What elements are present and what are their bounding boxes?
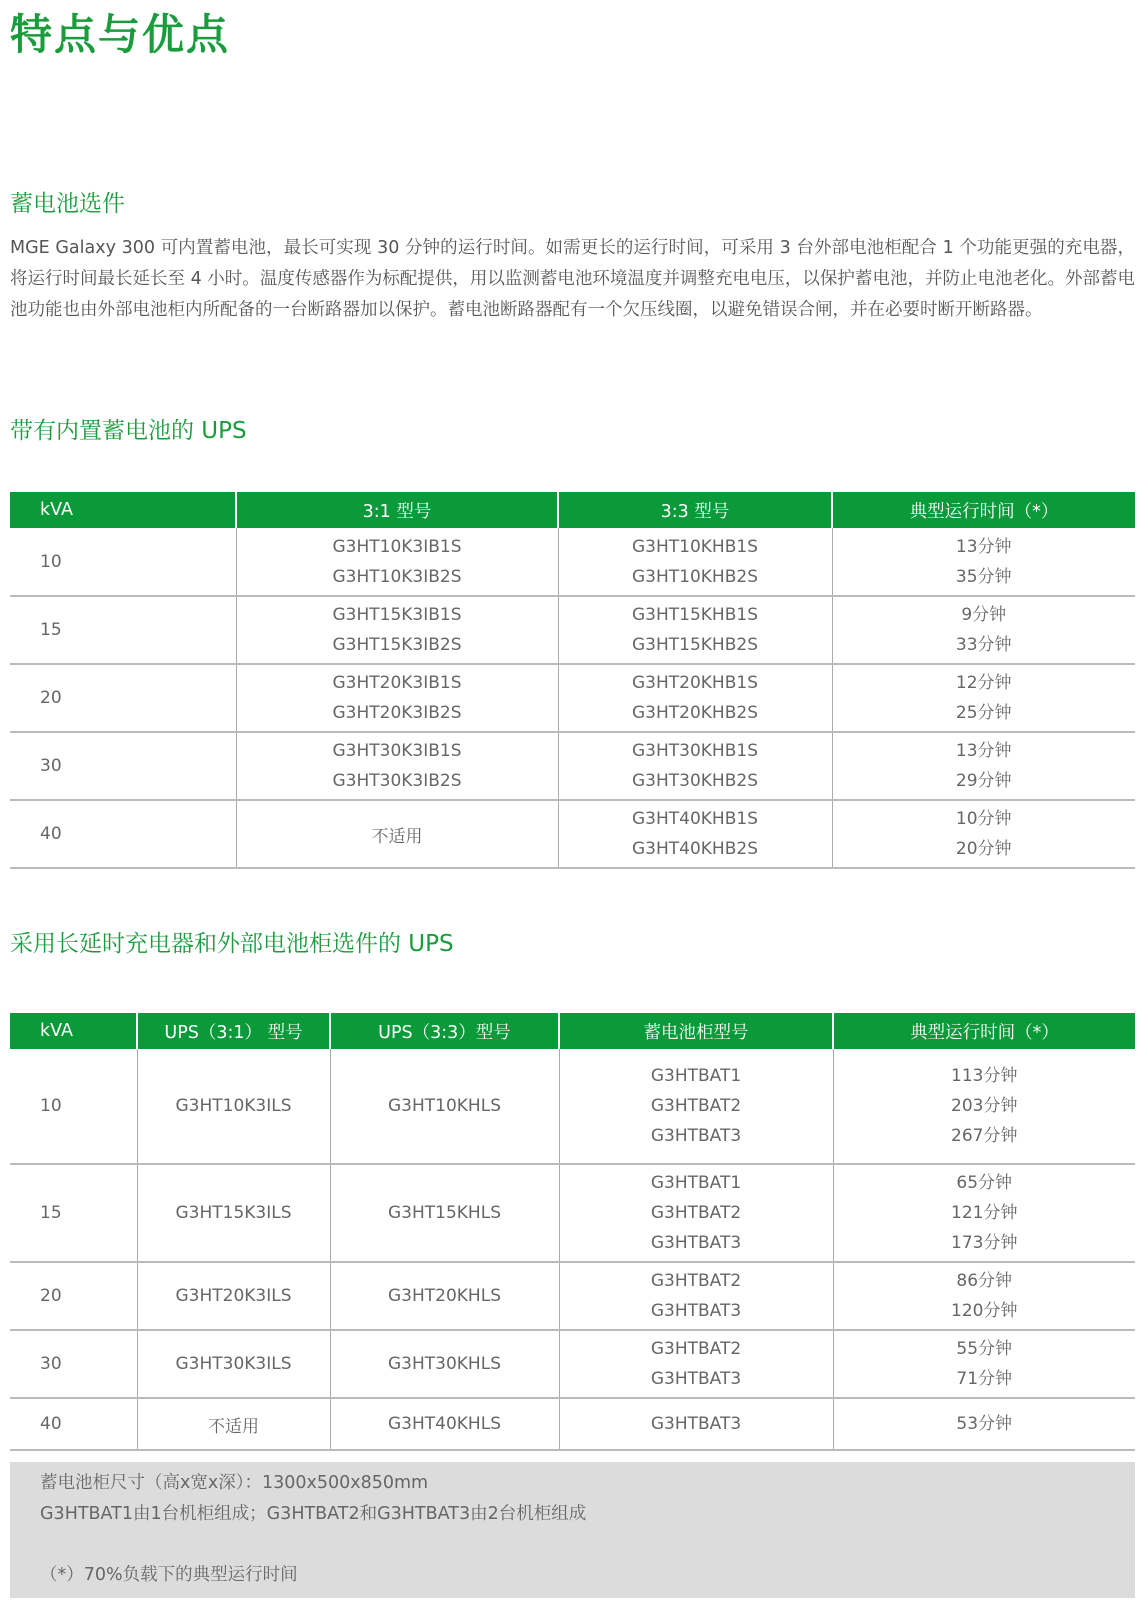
model-31-cell: G3HT20K3IB1S G3HT20K3IB2S [236,664,558,732]
external-battery-table [10,1013,1135,1451]
cabinet-cell: G3HTBAT1 G3HTBAT2 G3HTBAT3 [559,1049,833,1164]
kva-cell: 20 [10,664,236,732]
runtime-cell: 86分钟 120分钟 [833,1262,1135,1330]
ups-33-cell: G3HT10KHLS [330,1049,559,1164]
table-row [10,528,1135,596]
col-header-cabinet: 蓄电池柜型号 [559,1013,833,1049]
table-row [10,596,1135,664]
kva-cell: 30 [10,732,236,800]
model-31-cell: G3HT30K3IB1S G3HT30K3IB2S [236,732,558,800]
model-33-cell: G3HT10KHB1S G3HT10KHB2S [558,528,832,596]
cabinet-dimensions-note: 蓄电池柜尺寸（高x宽x深）：1300x500x850mm [40,1473,429,1493]
col-header-runtime: 典型运行时间（*） [832,492,1135,528]
table-row [10,800,1135,868]
col-header-ups-33: UPS（3:3）型号 [330,1013,559,1049]
kva-cell: 40 [10,800,236,868]
table1-heading: 带有内置蓄电池的 UPS [10,418,247,444]
ups-33-cell: G3HT30KHLS [330,1330,559,1398]
runtime-cell: 13分钟 29分钟 [832,732,1135,800]
runtime-cell: 12分钟 25分钟 [832,664,1135,732]
ups-33-cell: G3HT15KHLS [330,1164,559,1262]
cabinet-composition-note: G3HTBAT1由1台机柜组成；G3HTBAT2和G3HTBAT3由2台机柜组成 [40,1504,587,1524]
kva-cell: 20 [10,1262,137,1330]
runtime-cell: 55分钟 71分钟 [833,1330,1135,1398]
ups-33-cell: G3HT20KHLS [330,1262,559,1330]
ups-31-cell: 不适用 [137,1398,330,1450]
battery-section-paragraph: MGE Galaxy 300 可内置蓄电池，最长可实现 30 分钟的运行时间。如需更长的运行时间，可采用 3 台外部电池柜配合 1 个功能更强的充电器，将运行时间最长延长至 4 小时。温度传感器作为标配提供，用以监测蓄电池环境温度并调整充电电压，以保护蓄电池，并防止电池老化。外部蓄电池功能也由外部电池柜内所配备的一台断路器加以保护。蓄电池断路器配有一个欠压线圈，以避免错误合闸，并在必要时断开断路器。 [10,238,1135,320]
col-header-kva: kVA [10,1013,137,1049]
col-header-kva: kVA [10,492,236,528]
kva-cell: 15 [10,596,236,664]
table-row [10,1262,1135,1330]
model-31-cell: G3HT10K3IB1S G3HT10K3IB2S [236,528,558,596]
runtime-cell: 65分钟 121分钟 173分钟 [833,1164,1135,1262]
table2-heading: 采用长延时充电器和外部电池柜选件的 UPS [10,931,454,957]
kva-cell: 40 [10,1398,137,1450]
runtime-footnote: （*）70%负载下的典型运行时间 [10,1552,1135,1598]
cabinet-notes [10,1462,1135,1552]
table-row [10,1164,1135,1262]
table-row [10,1330,1135,1398]
model-33-cell: G3HT30KHB1S G3HT30KHB2S [558,732,832,800]
table-header-row [10,1013,1135,1049]
ups-31-cell: G3HT20K3ILS [137,1262,330,1330]
cabinet-cell: G3HTBAT2 G3HTBAT3 [559,1330,833,1398]
page-title: 特点与优点 [10,10,231,59]
ups-31-cell: G3HT10K3ILS [137,1049,330,1164]
kva-cell: 30 [10,1330,137,1398]
runtime-cell: 53分钟 [833,1398,1135,1450]
ups-31-cell: G3HT30K3ILS [137,1330,330,1398]
model-33-cell: G3HT15KHB1S G3HT15KHB2S [558,596,832,664]
runtime-cell: 9分钟 33分钟 [832,596,1135,664]
table-row [10,732,1135,800]
model-31-cell: 不适用 [236,800,558,868]
cabinet-cell: G3HTBAT2 G3HTBAT3 [559,1262,833,1330]
runtime-cell: 113分钟 203分钟 267分钟 [833,1049,1135,1164]
kva-cell: 10 [10,1049,137,1164]
model-33-cell: G3HT40KHB1S G3HT40KHB2S [558,800,832,868]
kva-cell: 15 [10,1164,137,1262]
ups-33-cell: G3HT40KHLS [330,1398,559,1450]
col-header-model-33: 3:3 型号 [558,492,832,528]
cabinet-cell: G3HTBAT1 G3HTBAT2 G3HTBAT3 [559,1164,833,1262]
kva-cell: 10 [10,528,236,596]
col-header-ups-31: UPS（3:1） 型号 [137,1013,330,1049]
table-row [10,664,1135,732]
runtime-cell: 10分钟 20分钟 [832,800,1135,868]
ups-31-cell: G3HT15K3ILS [137,1164,330,1262]
table-row [10,1049,1135,1164]
runtime-cell: 13分钟 35分钟 [832,528,1135,596]
model-31-cell: G3HT15K3IB1S G3HT15K3IB2S [236,596,558,664]
col-header-runtime: 典型运行时间（*） [833,1013,1135,1049]
model-33-cell: G3HT20KHB1S G3HT20KHB2S [558,664,832,732]
cabinet-cell: G3HTBAT3 [559,1398,833,1450]
table-row [10,1398,1135,1450]
col-header-model-31: 3:1 型号 [236,492,558,528]
battery-section-heading: 蓄电池选件 [10,191,125,217]
table-header-row [10,492,1135,528]
internal-battery-table [10,492,1135,869]
